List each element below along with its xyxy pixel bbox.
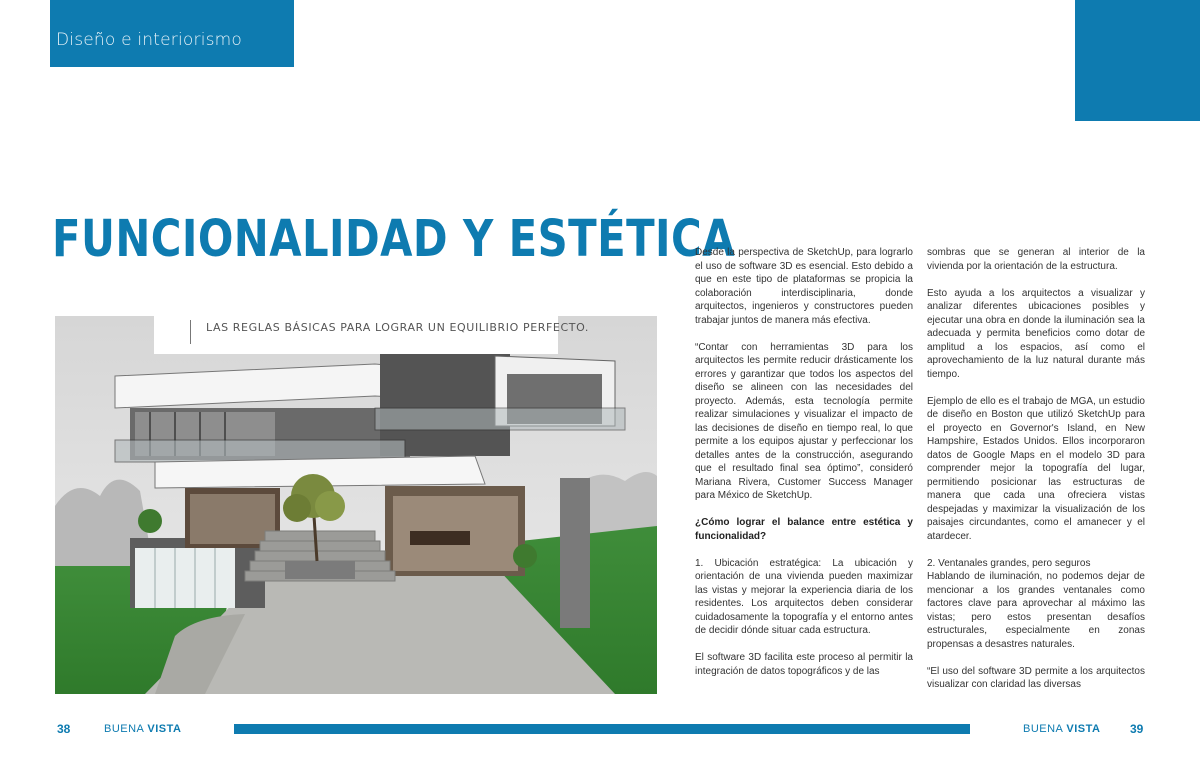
paragraph: El software 3D facilita este proceso al permitir la integración de datos topográficos y de las bbox=[695, 652, 913, 677]
article-subtitle: LAS REGLAS BÁSICAS PARA LOGRAR UN EQUILIBRIO PERFECTO. bbox=[206, 321, 589, 334]
paragraph: 1. Ubicación estratégica: La ubicación y orientación de una vivienda pueden maximizar las vistas y mejorar la experiencia diaria de los residentes. Los arquitectos deben considerar cuidadosamente la topografía y el entorno antes de decidir dónde situar cada estructura. bbox=[695, 557, 913, 636]
paragraph: Hablando de iluminación, no podemos dejar de mencionar a los grandes ventanales como factores clave para aprovechar al máximo las vistas; pero estos presentan desafíos estructurales, especialmente en zonas propensas a desastres naturales. bbox=[927, 571, 1145, 650]
page-number-left: 38 bbox=[57, 722, 71, 736]
subheading: 2. Ventanales grandes, pero seguros bbox=[927, 557, 1091, 569]
brand-right bbox=[1023, 723, 1100, 735]
subtitle-box bbox=[154, 316, 589, 354]
section-label: Diseño e interiorismo bbox=[56, 30, 243, 50]
paragraph: “El uso del software 3D permite a los arquitectos visualizar con claridad las diversas bbox=[927, 665, 1145, 690]
paragraph: “Contar con herramientas 3D para los arquitectos les permite reducir drásticamente los errores y garantizar que todos los aspectos del diseño se alineen con las necesidades del proyecto. Además, esta tecnología permite realizar simulaciones y visualizar el impacto de las decisiones de diseño en tiempo real, lo que permite a los equipos ajustar y perfeccionar los detalles antes de la construcción, asegurando que el resultado final sea óptimo”, consideró Mariana Rivera, Customer Success Manager para México de SketchUp. bbox=[695, 341, 913, 501]
paragraph: Esto ayuda a los arquitectos a visualizar y analizar diferentes ubicaciones posibles y ejecutar una obra en donde la iluminación sea la adecuada y permita beneficios como dotar de amplitud a los espacios, así como el aprovechamiento de la luz natural durante más tiempo. bbox=[927, 287, 1145, 380]
article-title: FUNCIONALIDAD Y ESTÉTICA bbox=[52, 210, 735, 269]
text-column-left bbox=[695, 246, 913, 692]
footer-rule bbox=[234, 724, 970, 734]
section-tab bbox=[50, 0, 294, 67]
corner-accent-block bbox=[1075, 0, 1200, 121]
brand-left bbox=[104, 723, 181, 735]
brand-bold-text: VISTA bbox=[147, 723, 182, 735]
brand-bold-text: VISTA bbox=[1066, 723, 1101, 735]
brand-light-text: BUENA bbox=[104, 723, 144, 735]
page-number-right: 39 bbox=[1130, 722, 1144, 736]
brand-light-text: BUENA bbox=[1023, 723, 1063, 735]
paragraph: Ejemplo de ello es el trabajo de MGA, un estudio de diseño en Boston que utilizó SketchUp para el proyecto en Governor's Island, en New Hampshire, Estados Unidos. Ellos incorporaron datos de Google Maps en el modelo 3D para comprender mejor la topografía del lugar, permitiendo posicionar las estructuras de manera que cada una ofreciera vistas despejadas y maximizar la visualización de los paisajes circundantes, como el amanecer y el atardecer. bbox=[927, 395, 1145, 542]
paragraph: Desde la perspectiva de SketchUp, para lograrlo el uso de software 3D es esencial. Esto debido a que en este tipo de plataformas se propicia la colaboración interdisciplinaria, donde arquitectos, ingenieros y constructores pueden trabajar juntos de manera más efectiva. bbox=[695, 247, 913, 326]
house-render-image bbox=[55, 316, 657, 694]
subtitle-divider bbox=[190, 320, 191, 344]
text-column-right bbox=[927, 246, 1145, 705]
paragraph: sombras que se generan al interior de la vivienda por la orientación de la estructura. bbox=[927, 247, 1145, 272]
section-question: ¿Cómo lograr el balance entre estética y funcionalidad? bbox=[695, 517, 913, 542]
